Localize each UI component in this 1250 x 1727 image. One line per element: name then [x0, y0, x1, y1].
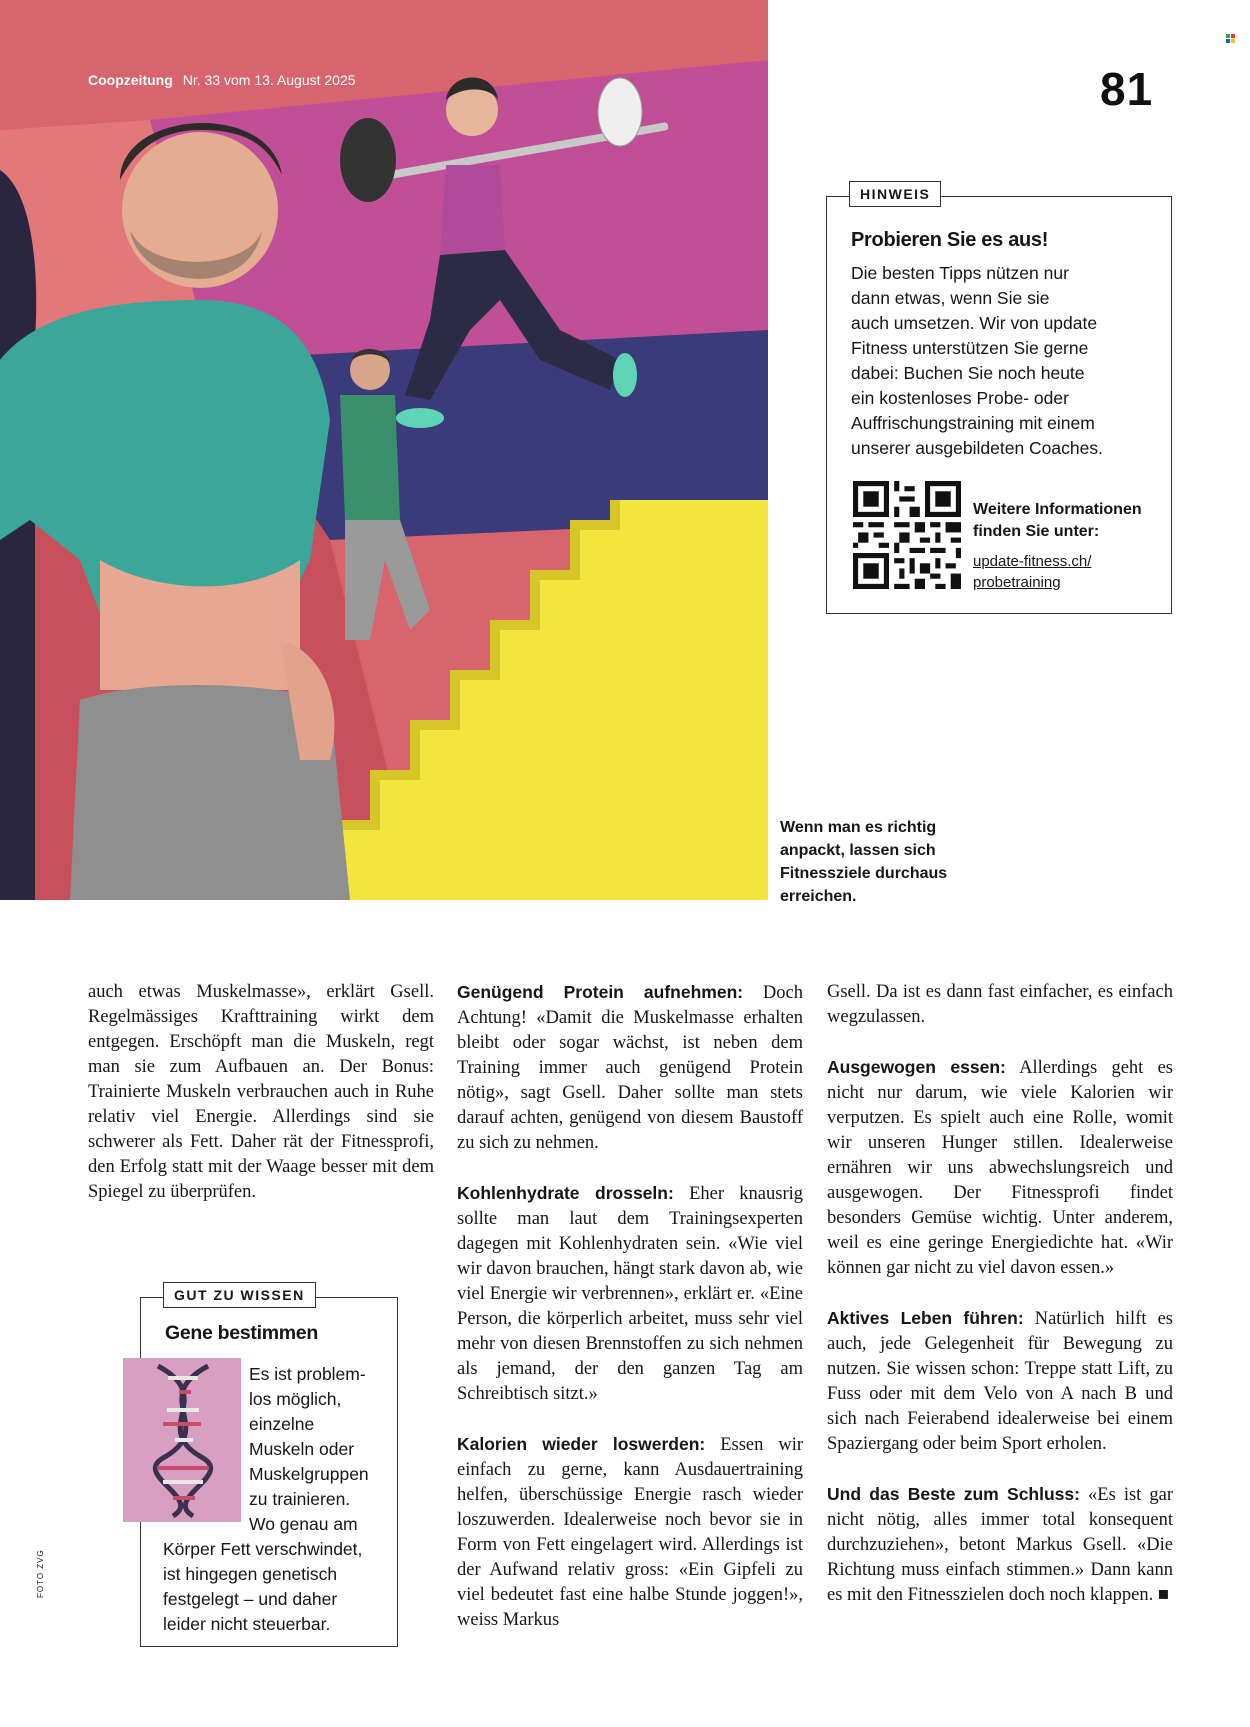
gzw-line: zu trainieren. [249, 1489, 351, 1509]
subheading: Genügend Protein aufnehmen: [457, 982, 744, 1002]
hinweis-body [851, 261, 1169, 461]
hinweis-line: dann etwas, wenn Sie sie [851, 288, 1050, 308]
hinweis-tag: HINWEIS [849, 181, 941, 207]
color-marks-icon [1226, 34, 1235, 43]
subheading: Ausgewogen essen: [827, 1057, 1006, 1077]
paragraph-text: Natürlich hilft es auch, jede Gelegenheit für Bewegung zu nutzen. Sie wissen schon: Treppe statt Lift, zu Fuss oder mit dem Velo von A nach B und sich nach Feierabend idealerweise bei einem Spaziergang oder beim Sport erholen. [827, 1309, 1173, 1454]
subheading: Kohlenhydrate drosseln: [457, 1183, 674, 1203]
paragraph-text: Allerdings geht es nicht nur darum, wie viele Kalorien wir verputzen. Es spielt auch eine Rolle, womit wir unseren Hunger stillen. Idealerweise ernähren wir uns abwechslungsreich und ausgewogen. Der Fitnessprofi findet besonders Gemüse wichtig. Unter anderem, weil es eine geringe Energiedichte hat. «Wir können gar nicht zu viel davon essen.» [827, 1058, 1173, 1278]
hinweis-line: Die besten Tipps nützen nur [851, 263, 1069, 283]
paragraph: auch etwas Muskelmasse», erklärt Gsell. Regelmässiges Krafttraining wirkt dem entgegen. Erschöpft man die Muskeln, regt man sie zum Aufbauen an. Der Bonus: Trainierte Muskeln verbrauchen auch in Ruhe relativ viel Energie. Allerdings sind sie schwerer als Fett. Daher rät der Fitnessprofi, den Erfolg statt mit der Waage besser mit dem Spiegel zu überprüfen. [88, 982, 434, 1202]
hinweis-line: ein kostenloses Probe- oder [851, 388, 1069, 408]
paragraph [827, 1482, 1173, 1608]
subheading: Und das Beste zum Schluss: [827, 1484, 1080, 1504]
caption-line: Wenn man es richtig [780, 819, 937, 836]
gut-zu-wissen-tag: GUT ZU WISSEN [163, 1282, 316, 1308]
gzw-line: Wo genau am [249, 1514, 358, 1534]
masthead [88, 72, 356, 88]
gut-zu-wissen-text-full [163, 1537, 362, 1637]
hinweis-line: Fitness unterstützen Sie gerne [851, 338, 1089, 358]
subheading: Aktives Leben führen: [827, 1308, 1024, 1328]
hinweis-title: Probieren Sie es aus! [851, 229, 1049, 251]
caption-line: Fitnessziele durchaus [780, 865, 948, 882]
subheading: Kalorien wieder loswerden: [457, 1434, 706, 1454]
gzw-line: festgelegt – und daher [163, 1589, 338, 1609]
issue-date: Nr. 33 vom 13. August 2025 [182, 72, 356, 88]
paragraph [457, 1181, 803, 1407]
paragraph-text: Eher knausrig sollte man laut dem Trainingsexperten dagegen mit Kohlenhydraten sein. «Wie viel wir davon brauchen, hängt stark davon ab, wie viel Energie wir verbrennen», erklärt er. «Eine Person, die körperlich arbeitet, muss sehr viel mehr von diesen Brennstoffen zu sich nehmen als jemand, der den ganzen Tag am Schreibtisch sitzt.» [457, 1184, 803, 1404]
gzw-line: los möglich, [249, 1389, 342, 1409]
publication-name: Coopzeitung [88, 72, 173, 88]
photo-credit: FOTO ZVG [36, 1549, 45, 1598]
paragraph [827, 1306, 1173, 1457]
gzw-line: einzelne [249, 1414, 315, 1434]
end-mark: ■ [1153, 1585, 1170, 1605]
dna-helix-icon [123, 1358, 241, 1522]
gzw-line: ist hingegen genetisch [163, 1564, 338, 1584]
gzw-line: leider nicht steuerbar. [163, 1614, 331, 1634]
qr-info-line: finden Sie unter: [973, 523, 1100, 540]
image-caption [780, 816, 980, 908]
link-line[interactable]: update-fitness.ch/ [973, 553, 1092, 570]
hinweis-line: unserer ausgebildeten Coaches. [851, 438, 1103, 458]
paragraph [457, 1432, 803, 1633]
qr-code-icon[interactable] [853, 481, 961, 589]
paragraph-text: Essen wir einfach zu gerne, kann Ausdauertraining helfen, überschüssige Energie rasch wieder loszuwerden. Idealerweise noch bevor sie in Form von Fett eingelagert wird. Allerdings ist der Aufwand relativ gross: «Ein Gipfeli zu viel bedeutet fast eine halbe Stunde joggen!», weiss Markus [457, 1435, 804, 1630]
gut-zu-wissen-box [140, 1287, 398, 1647]
qr-info-text [973, 499, 1163, 543]
gut-zu-wissen-title: Gene bestimmen [165, 1322, 318, 1344]
caption-line: erreichen. [780, 888, 857, 905]
hinweis-line: Auffrischungstraining mit einem [851, 413, 1095, 433]
paragraph [457, 980, 803, 1156]
paragraph: Gsell. Da ist es dann fast einfacher, es einfach wegzulassen. [827, 982, 1173, 1027]
page-number: 81 [1100, 63, 1154, 115]
fitness-illustration-icon [0, 0, 768, 900]
paragraph [827, 1055, 1173, 1281]
gzw-line: Es ist problem- [249, 1364, 366, 1384]
article-column-2 [457, 980, 803, 1658]
probetraining-link[interactable] [973, 551, 1163, 593]
caption-line: anpackt, lassen sich [780, 842, 936, 859]
link-line[interactable]: probetraining [973, 574, 1061, 591]
gzw-line: Muskeln oder [249, 1439, 355, 1459]
paragraph-text: «Es ist gar nicht nötig, alles immer total konsequent durchzuziehen», betont Markus Gsell. «Die Richtung muss einfach stimmen.» Dann kann es mit den Fitnesszielen doch noch klappen. [827, 1485, 1173, 1605]
qr-info-line: Weitere Informationen [973, 501, 1142, 518]
article-column-3 [827, 980, 1173, 1633]
gzw-line: Muskelgruppen [249, 1464, 369, 1484]
hinweis-line: dabei: Buchen Sie noch heute [851, 363, 1085, 383]
gut-zu-wissen-text-right [249, 1362, 369, 1537]
hinweis-box [826, 186, 1172, 614]
illustration [0, 0, 768, 900]
gzw-line: Körper Fett verschwindet, [163, 1539, 363, 1559]
article-column-1 [88, 980, 434, 1230]
paragraph-text: Doch Achtung! «Damit die Muskelmasse erhalten bleibt oder sogar wächst, ist neben dem Training immer auch genügend Protein nötig», sagt Gsell. Daher sollte man stets darauf achten, genügend von diesem Baustoff zu sich zu nehmen. [457, 983, 803, 1153]
hinweis-line: auch umsetzen. Wir von update [851, 313, 1098, 333]
